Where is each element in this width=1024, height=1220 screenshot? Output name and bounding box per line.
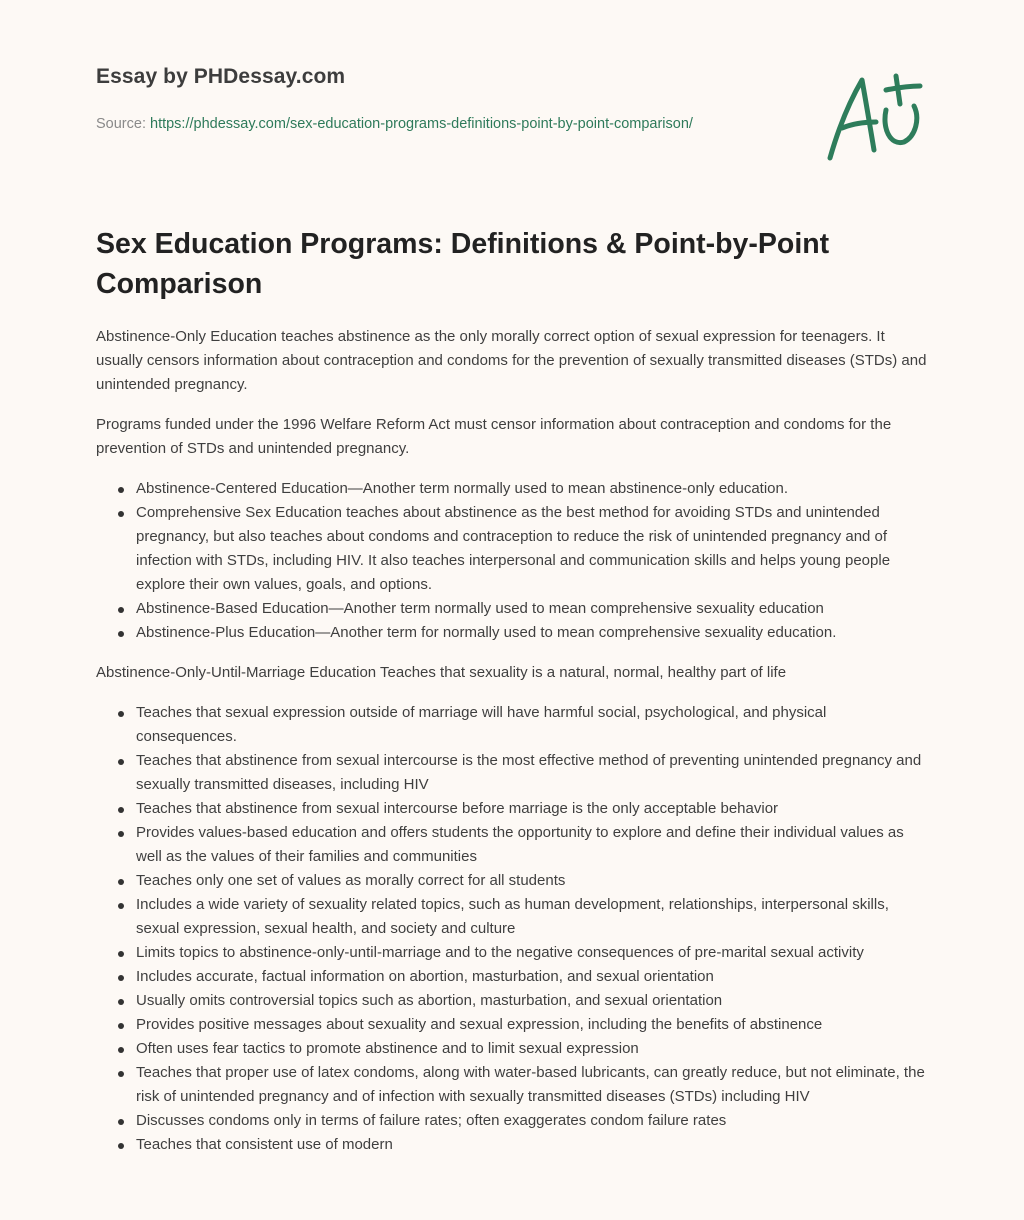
- list-item: Teaches that consistent use of modern: [136, 1133, 928, 1157]
- list-item: Teaches only one set of values as morally correct for all students: [136, 869, 928, 893]
- definitions-list: [96, 477, 928, 645]
- comparison-list: [96, 701, 928, 1157]
- article-body: [96, 325, 928, 1173]
- list-item: Provides values-based education and offers students the opportunity to explore and define their individual values as well as the values of their families and communities: [136, 821, 928, 869]
- list-item: Teaches that sexual expression outside of marriage will have harmful social, psychological, and physical consequences.: [136, 701, 928, 749]
- list-item: Limits topics to abstinence-only-until-marriage and to the negative consequences of pre-marital sexual activity: [136, 941, 928, 965]
- source-link[interactable]: https://phdessay.com/sex-education-programs-definitions-point-by-point-comparison/: [150, 116, 693, 132]
- paragraph-abstinence-only: Abstinence-Only Education teaches abstinence as the only morally correct option of sexual expression for teenagers. It usually censors information about contraception and condoms for the prevention of sexually transmitted diseases (STDs) and unintended pregnancy.: [96, 328, 927, 393]
- article-title: Sex Education Programs: Definitions & Point-by-Point Comparison: [96, 228, 830, 300]
- source-line: [96, 112, 736, 136]
- list-item: Comprehensive Sex Education teaches about abstinence as the best method for avoiding STDs and unintended pregnancy, but also teaches about condoms and contraception to reduce the risk of unintended pregnancy and of infection with STDs, including HIV. It also teaches interpersonal and communication skills and helps young people explore their own values, goals, and options.: [136, 501, 928, 597]
- list-item: Abstinence-Based Education—Another term normally used to mean comprehensive sexuality education: [136, 597, 928, 621]
- list-item: Often uses fear tactics to promote abstinence and to limit sexual expression: [136, 1037, 928, 1061]
- paragraph-welfare-reform: Programs funded under the 1996 Welfare Reform Act must censor information about contraception and condoms for the prevention of STDs and unintended pregnancy.: [96, 416, 892, 457]
- list-item: Discusses condoms only in terms of failure rates; often exaggerates condom failure rates: [136, 1109, 928, 1133]
- site-title: Essay by PHDessay.com: [96, 65, 346, 88]
- list-item: Teaches that abstinence from sexual intercourse is the most effective method of preventing unintended pregnancy and sexually transmitted diseases, including HIV: [136, 749, 928, 797]
- list-item: Teaches that abstinence from sexual intercourse before marriage is the only acceptable behavior: [136, 797, 928, 821]
- list-item: Includes a wide variety of sexuality related topics, such as human development, relationships, interpersonal skills, sexual expression, sexual health, and society and culture: [136, 893, 928, 941]
- list-item: Abstinence-Centered Education—Another term normally used to mean abstinence-only education.: [136, 477, 928, 501]
- list-item: Usually omits controversial topics such as abortion, masturbation, and sexual orientation: [136, 989, 928, 1013]
- list-item: Includes accurate, factual information on abortion, masturbation, and sexual orientation: [136, 965, 928, 989]
- list-item: Abstinence-Plus Education—Another term for normally used to mean comprehensive sexuality education.: [136, 621, 928, 645]
- list-item: Teaches that proper use of latex condoms, along with water-based lubricants, can greatly reduce, but not eliminate, the risk of unintended pregnancy and of infection with sexually transmitted diseases (STDs) including HIV: [136, 1061, 928, 1109]
- source-label: Source:: [96, 116, 150, 132]
- paragraph-comparison-intro: Abstinence-Only-Until-Marriage Education Teaches that sexuality is a natural, normal, healthy part of life: [96, 664, 787, 681]
- list-item: Provides positive messages about sexuality and sexual expression, including the benefits of abstinence: [136, 1013, 928, 1037]
- a-plus-logo-icon: [824, 70, 928, 164]
